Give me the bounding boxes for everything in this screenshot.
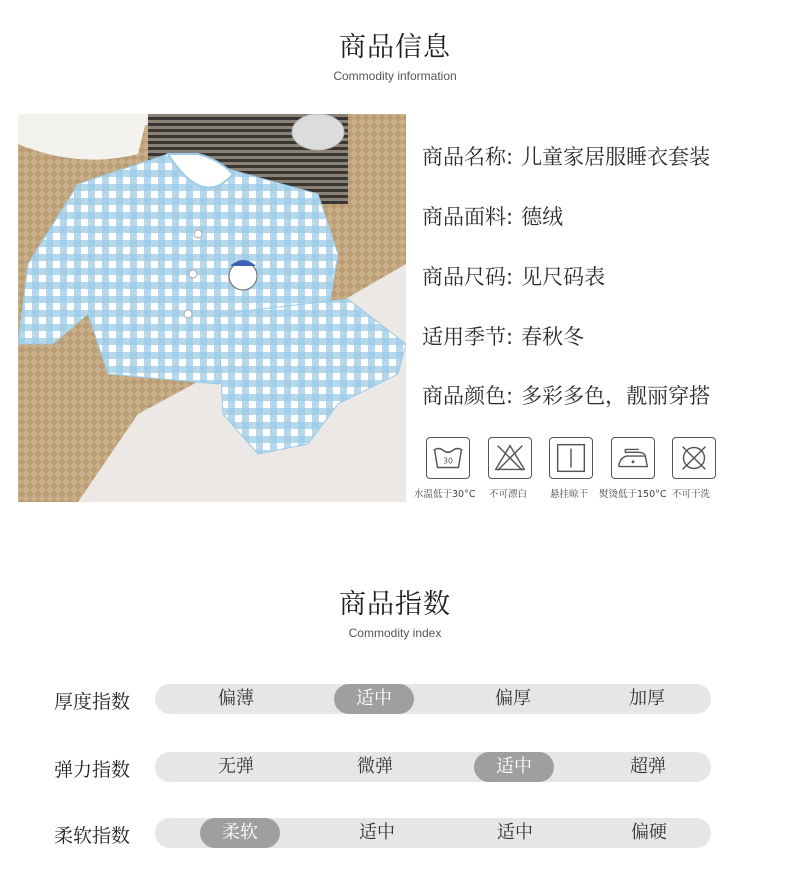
care-label: 悬挂晾干 [550,489,589,500]
info-row-color [422,380,710,410]
wash-temp: 30 [443,456,453,466]
section-subtitle-info: Commodity information [333,69,457,83]
info-row-season [422,321,584,351]
info-value: 德绒 [521,205,564,229]
index-option[interactable]: 偏厚 [495,688,531,709]
info-label: 商品尺码: [422,265,514,289]
index-bar-elasticity [155,752,711,782]
info-label: 商品颜色: [422,384,514,408]
index-option[interactable]: 加厚 [629,688,665,709]
no-dry-clean-icon [672,437,716,479]
info-label: 商品面料: [422,205,514,229]
no-bleach-icon [488,437,532,479]
index-option[interactable]: 适中 [474,752,554,782]
info-value: 见尺码表 [521,265,606,289]
care-label: 熨烫低于150°C [599,489,667,500]
info-row-size [422,261,605,291]
index-option[interactable]: 适中 [334,684,414,714]
index-option[interactable]: 适中 [497,822,533,843]
care-label: 水温低于30°C [414,489,476,500]
info-row-name [422,141,710,171]
index-label-thickness: 厚度指数 [54,691,131,713]
index-option[interactable]: 无弹 [218,756,254,777]
index-label-softness: 柔软指数 [54,825,131,847]
index-option[interactable]: 微弹 [357,756,393,777]
wash-30-icon [426,437,470,479]
index-option[interactable]: 柔软 [200,818,280,848]
info-row-fabric [422,201,563,231]
care-label: 不可干洗 [672,489,711,500]
iron-low-icon [611,437,655,479]
index-bar-softness [155,818,711,848]
index-option[interactable]: 偏薄 [218,688,254,709]
index-label-elasticity: 弹力指数 [54,759,131,781]
info-label: 商品名称: [422,145,514,169]
index-option[interactable]: 偏硬 [631,822,667,843]
index-option[interactable]: 超弹 [630,756,666,777]
section-subtitle-index: Commodity index [348,626,442,640]
index-option[interactable]: 适中 [359,822,395,843]
info-label: 适用季节: [422,325,514,349]
section-title-index: 商品指数 [339,589,451,620]
hang-dry-icon [549,437,593,479]
info-value: 春秋冬 [521,325,585,349]
info-value: 儿童家居服睡衣套装 [521,145,711,169]
info-value: 多彩多色，靓丽穿搭 [521,384,711,408]
section-title-info: 商品信息 [339,32,451,63]
care-label: 不可漂白 [489,489,528,500]
product-photo [18,114,406,502]
index-bar-thickness [155,684,711,714]
